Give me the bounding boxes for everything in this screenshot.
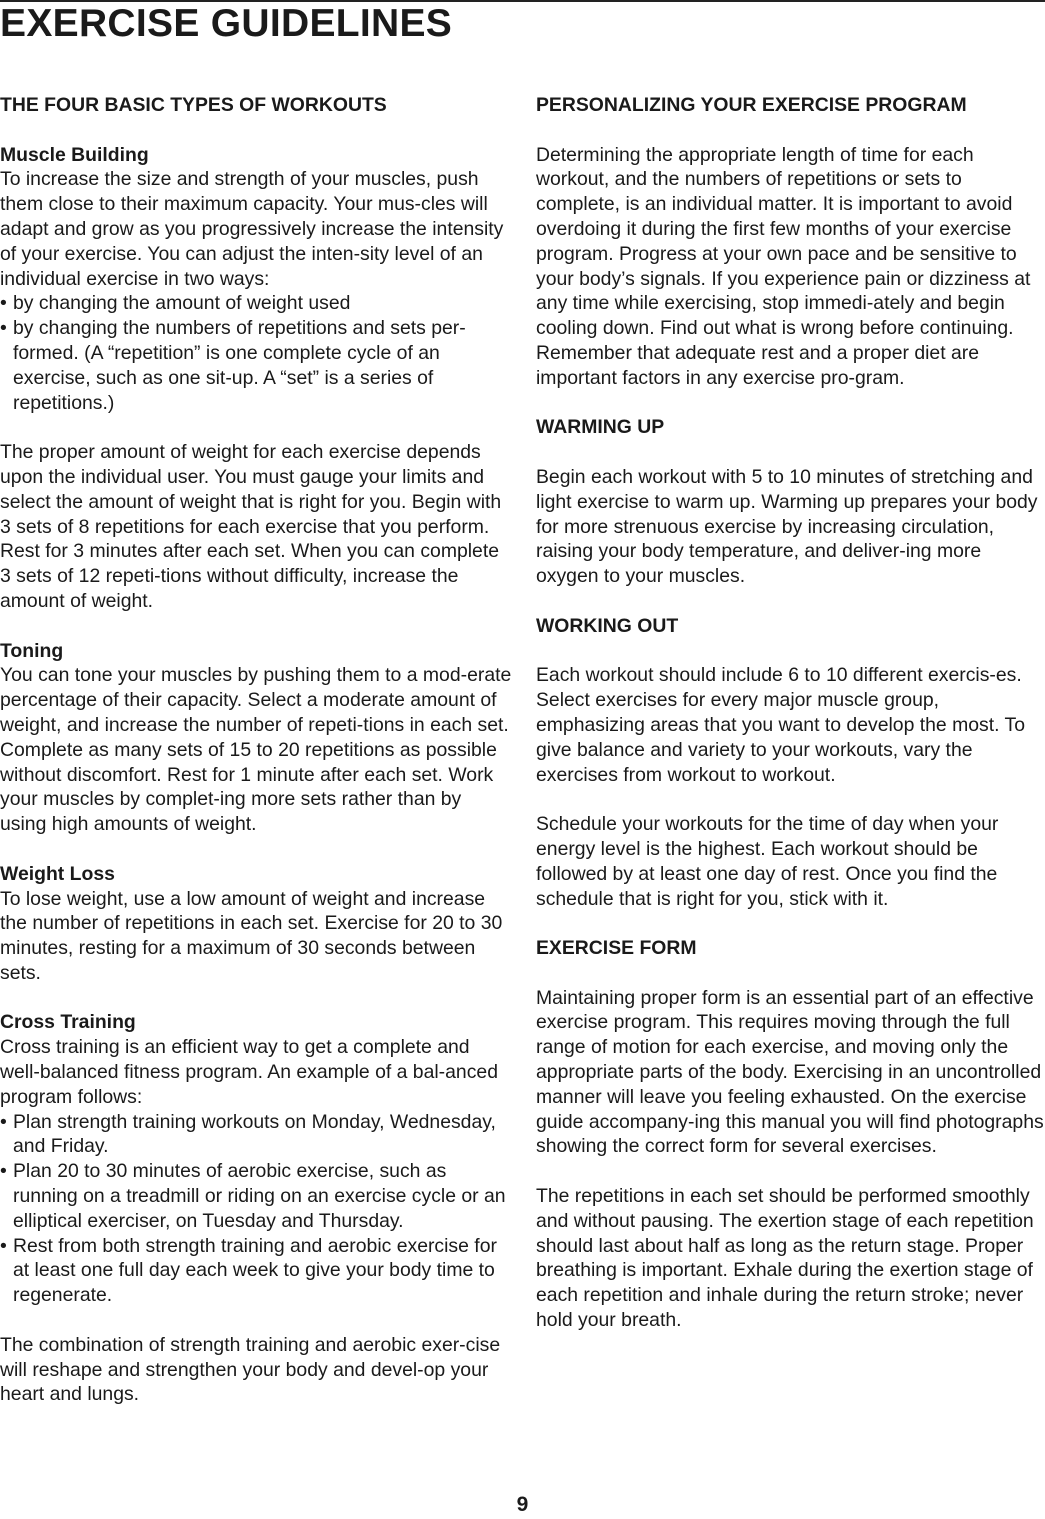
warming-up-body: Begin each workout with 5 to 10 minutes of stretching and light exercise to warm up. Warming up prepares your body for more strenuous exercise by increasing circulation, raising your body temperature, and deliver-ing more oxygen to your muscles.	[536, 465, 1038, 588]
section-heading-four-workouts: THE FOUR BASIC TYPES OF WORKOUTS	[0, 94, 387, 116]
working-out-body-2: Schedule your workouts for the time of day when your energy level is the highest. Each workout should be followed by at least one day of rest. Once you find the schedule that is right for you, stick with it.	[536, 813, 999, 910]
cross-training-intro: Cross training is an efficient way to get a complete and well-balanced fitness program. An example of a bal-anced program follows:	[0, 1036, 498, 1108]
list-item: • by changing the amount of weight used	[0, 291, 512, 316]
right-column	[536, 93, 1045, 1333]
list-item: • Plan strength training workouts on Monday, Wednesday, and Friday.	[0, 1110, 512, 1160]
page-title: EXERCISE GUIDELINES	[0, 2, 453, 45]
exercise-form-body-2: The repetitions in each set should be performed smoothly and without pausing. The exertion stage of each repetition should last about half as long as the return stage. Proper breathing is important. Exhale during the exertion stage of each repetition and inhale during the return stroke; never hold your breath.	[536, 1185, 1034, 1332]
weight-loss-body: To lose weight, use a low amount of weight and increase the number of repetitions in each set. Exercise for 20 to 30 minutes, resting for a maximum of 30 seconds between sets.	[0, 887, 503, 984]
subheading-cross-training: Cross Training	[0, 1011, 136, 1034]
list-item: • by changing the numbers of repetitions and sets per-formed. (A “repetition” is one complete cycle of an exercise, such as one sit-up. A “set” is a series of repetitions.)	[0, 316, 512, 415]
muscle-building-list	[0, 291, 512, 415]
page-number: 9	[516, 1493, 529, 1516]
muscle-building-body: The proper amount of weight for each exercise depends upon the individual user. You must gauge your limits and select the amount of weight that is right for you. Begin with 3 sets of 8 repetitions for each exercise that you perform. Rest for 3 minutes after each set. When you can complete 3 sets of 12 repeti-tions without difficulty, increase the amount of weight.	[0, 441, 502, 612]
subheading-muscle-building: Muscle Building	[0, 143, 149, 166]
working-out-body-1: Each workout should include 6 to 10 different exercis-es. Select exercises for every major muscle group, emphasizing areas that you want to develop the most. To give balance and variety to your workouts, vary the exercises from workout to workout.	[536, 664, 1026, 786]
exercise-form-body-1: Maintaining proper form is an essential part of an effective exercise program. This requires moving through the full range of motion for each exercise, and moving only the appropriate parts of the body. Exercising in an uncontrolled manner will leave you feeling exhausted. On the exercise guide accompany-ing this manual you will find photographs showing the correct form for several exercises.	[536, 986, 1044, 1158]
section-heading-exercise-form: EXERCISE FORM	[536, 937, 697, 960]
list-item: • Rest from both strength training and aerobic exercise for at least one full day each week to give your body time to regenerate.	[0, 1234, 512, 1308]
section-heading-working-out: WORKING OUT	[536, 614, 679, 637]
personalizing-body: Determining the appropriate length of time for each workout, and the numbers of repetitions or sets to complete, is an individual matter. It is important to avoid overdoing it during the first few months of your exercise program. Progress at your own pace and be sensitive to your body’s signals. If you experience pain or dizziness at any time while exercising, stop immedi-ately and begin cooling down. Find out what is wrong before continuing. Remember that adequate rest and a proper diet are important factors in any exercise pro-gram.	[536, 143, 1031, 389]
cross-training-list	[0, 1110, 512, 1308]
list-item: • Plan 20 to 30 minutes of aerobic exercise, such as running on a treadmill or riding on an exercise cycle or an elliptical exerciser, on Tuesday and Thursday.	[0, 1159, 512, 1233]
section-heading-personalizing: PERSONALIZING YOUR EXERCISE PROGRAM	[536, 94, 967, 116]
subheading-toning: Toning	[0, 639, 64, 662]
subheading-weight-loss: Weight Loss	[0, 862, 115, 885]
left-column	[0, 93, 512, 1407]
cross-training-body: The combination of strength training and aerobic exer-cise will reshape and strengthen your body and devel-op your heart and lungs.	[0, 1333, 501, 1406]
toning-body: You can tone your muscles by pushing them to a mod-erate percentage of their capacity. Select a moderate amount of weight, and increase the number of repeti-tions in each set. Complete as many sets of 15 to 20 repetitions as possible without discomfort. Rest for 1 minute after each set. Work your muscles by complet-ing more sets rather than by using high amounts of weight.	[0, 664, 512, 836]
muscle-building-intro: To increase the size and strength of your muscles, push them close to their maximum capacity. Your mus-cles will adapt and grow as you progressively increase the intensity of your exercise. You can adjust the inten-sity level of an individual exercise in two ways:	[0, 168, 504, 290]
section-heading-warming-up: WARMING UP	[536, 416, 665, 439]
